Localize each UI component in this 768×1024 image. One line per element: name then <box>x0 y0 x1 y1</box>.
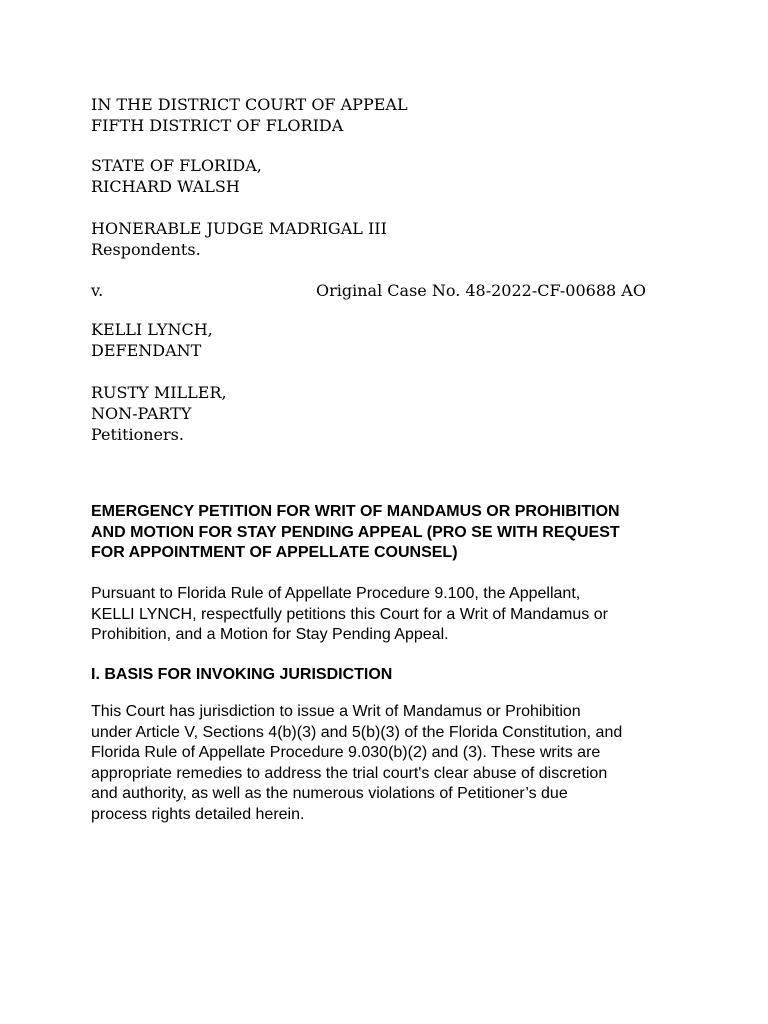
intro-line-2: KELLI LYNCH, respectfully petitions this Court for a Writ of Mandamus or <box>91 605 608 623</box>
title-line-3: FOR APPOINTMENT OF APPELLATE COUNSEL) <box>91 544 458 561</box>
party-state-line: STATE OF FLORIDA, <box>91 156 262 175</box>
party-miller-line: RUSTY MILLER, <box>91 383 227 402</box>
section-1-line-6: process rights detailed herein. <box>91 805 305 823</box>
intro-paragraph <box>91 584 691 646</box>
court-district-line: FIFTH DISTRICT OF FLORIDA <box>91 116 344 135</box>
intro-line-3: Prohibition, and a Motion for Stay Pending Appeal. <box>91 626 449 643</box>
section-1-heading: I. BASIS FOR INVOKING JURISDICTION <box>91 666 393 683</box>
petitioners-label: Petitioners. <box>91 425 184 444</box>
section-1-line-5: and authority, as well as the numerous violations of Petitioner’s due <box>91 785 568 802</box>
section-1-line-4: appropriate remedies to address the trial court's clear abuse of discretion <box>91 764 608 782</box>
party-lynch-line: KELLI LYNCH, <box>91 320 213 339</box>
nonparty-label: NON-PARTY <box>91 404 192 423</box>
party-walsh-line: RICHARD WALSH <box>91 177 240 196</box>
party-judge-line: HONERABLE JUDGE MADRIGAL III <box>91 219 387 238</box>
respondents-label: Respondents. <box>91 240 201 259</box>
section-1-paragraph <box>91 702 691 825</box>
defendant-label: DEFENDANT <box>91 341 202 360</box>
court-heading <box>91 94 408 136</box>
section-1-line-3: Florida Rule of Appellate Procedure 9.030(b)(2) and (3). These writs are <box>91 744 601 761</box>
intro-line-1: Pursuant to Florida Rule of Appellate Procedure 9.100, the Appellant, <box>91 585 581 602</box>
case-number: Original Case No. 48-2022-CF-00688 AO <box>316 281 646 300</box>
section-1-line-2: under Article V, Sections 4(b)(3) and 5(b)(3) of the Florida Constitution, and <box>91 723 623 741</box>
versus-label: v. <box>91 281 104 300</box>
title-line-2: AND MOTION FOR STAY PENDING APPEAL (PRO SE WITH REQUEST <box>91 523 620 541</box>
title-line-1: EMERGENCY PETITION FOR WRIT OF MANDAMUS OR PROHIBITION <box>91 503 620 520</box>
party-nonparty-block <box>91 382 227 445</box>
party-state-block <box>91 155 262 197</box>
court-name-line: IN THE DISTRICT COURT OF APPEAL <box>91 95 408 114</box>
document-title <box>91 502 691 564</box>
party-judge-block <box>91 218 387 260</box>
section-1-line-1: This Court has jurisdiction to issue a Writ of Mandamus or Prohibition <box>91 703 581 720</box>
party-defendant-block <box>91 319 213 361</box>
